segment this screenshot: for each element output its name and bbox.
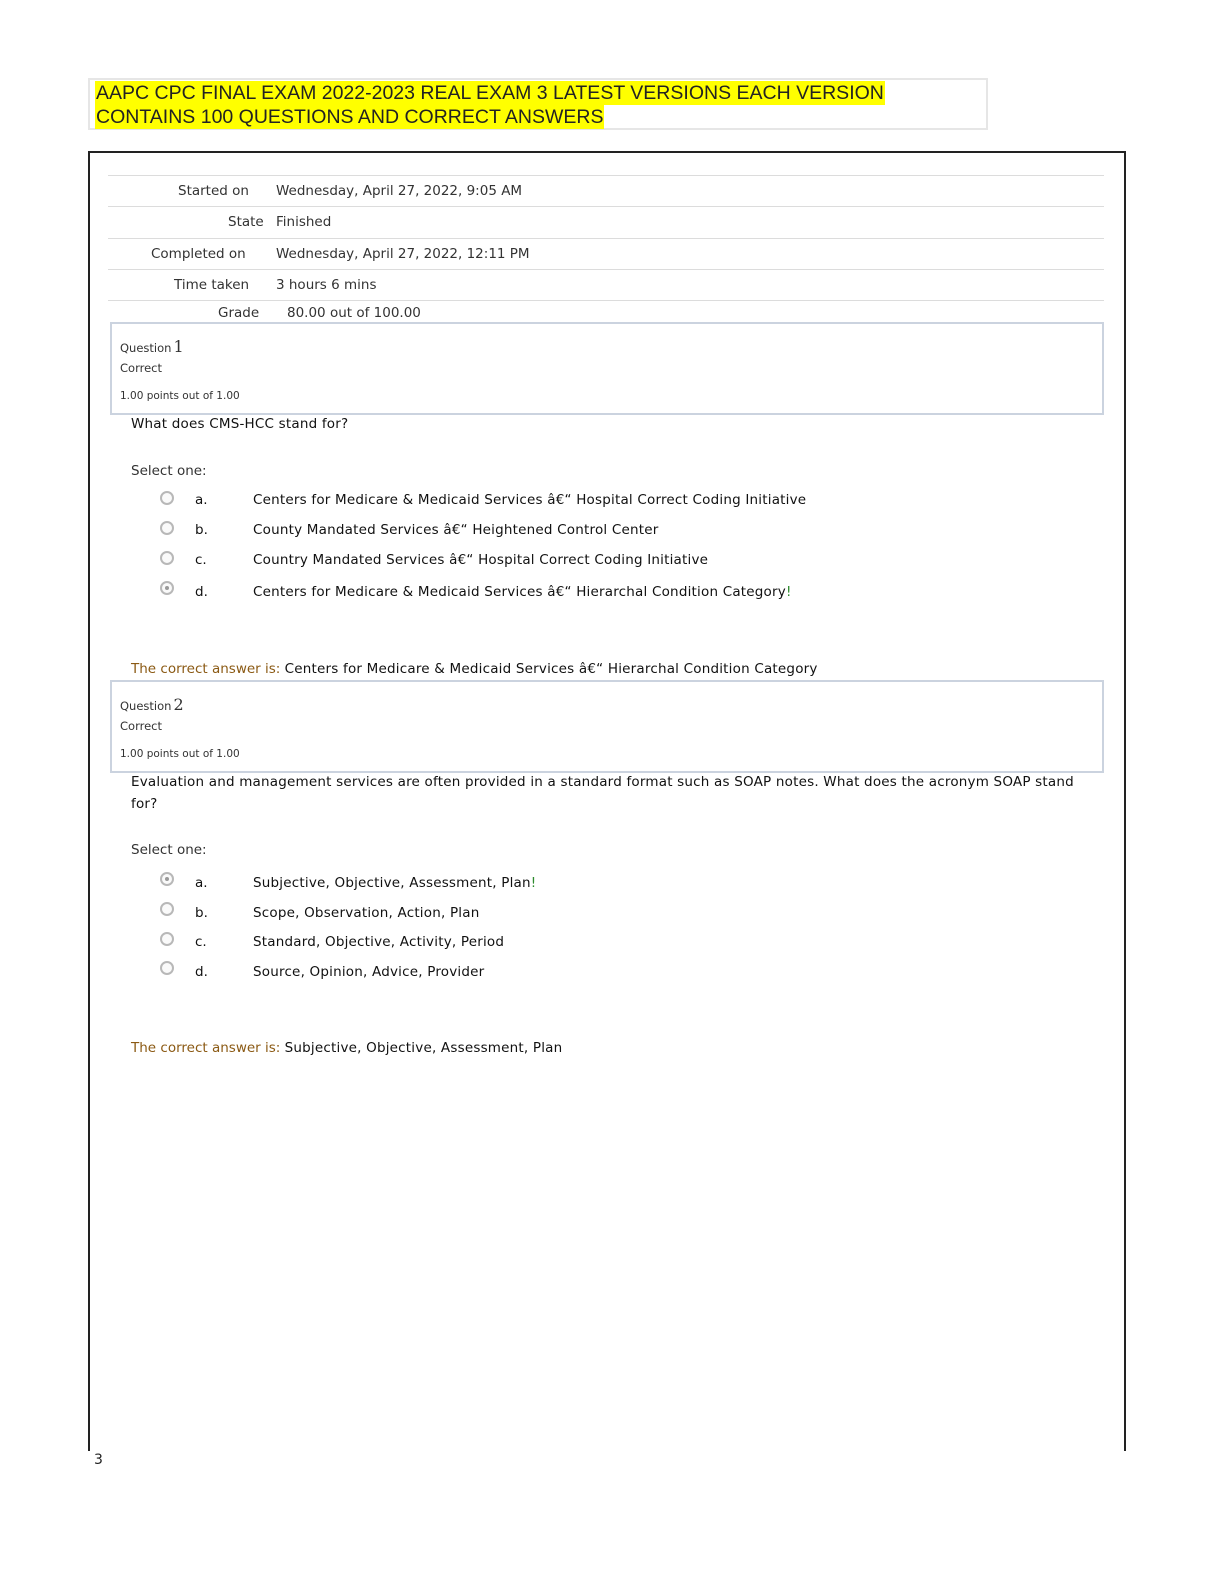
summary-label: Started on (178, 183, 249, 199)
select-one-prompt: Select one: (131, 463, 207, 479)
radio-button-checked[interactable] (160, 581, 174, 595)
option-text: County Mandated Services â€“ Heightened Control Center (253, 522, 659, 538)
option-text: Centers for Medicare & Medicaid Services â€“ Hierarchal Condition Category! (253, 584, 792, 600)
question-state: Correct (120, 361, 162, 375)
question-text: Evaluation and management services are often provided in a standard format such as SOAP notes. What does the acronym SOAP stand for? (131, 774, 1074, 812)
option-letter: c. (195, 552, 207, 568)
option-letter: a. (195, 875, 208, 891)
summary-row-started (108, 175, 1104, 206)
summary-row-state (108, 206, 1104, 237)
option-letter: d. (195, 584, 208, 600)
correct-answer-prefix: The correct answer is: (131, 1040, 281, 1056)
summary-label: Time taken (174, 277, 250, 293)
option-text: Scope, Observation, Action, Plan (253, 905, 480, 921)
summary-row-grade (108, 300, 1104, 322)
radio-button[interactable] (160, 932, 174, 946)
question-label: Question 2 (120, 695, 184, 714)
select-one-prompt: Select one: (131, 842, 207, 858)
correct-answer-text: Centers for Medicare & Medicaid Services â€“ Hierarchal Condition Category (284, 661, 818, 677)
option-text: Country Mandated Services â€“ Hospital Correct Coding Initiative (253, 552, 709, 568)
option-text: Standard, Objective, Activity, Period (253, 934, 505, 950)
question-info-box (110, 680, 1104, 773)
option-letter: c. (195, 934, 207, 950)
correct-mark: ! (530, 875, 537, 891)
option-letter: a. (195, 492, 208, 508)
summary-value: 3 hours 6 mins (276, 277, 377, 293)
document-title-box (88, 78, 988, 130)
document-title-line-2: CONTAINS 100 QUESTIONS AND CORRECT ANSWERS (96, 106, 604, 128)
option-letter: d. (195, 964, 208, 980)
correct-answer-text: Subjective, Objective, Assessment, Plan (284, 1040, 563, 1056)
question-label: Question 1 (120, 337, 184, 356)
correct-answer-prefix: The correct answer is: (131, 661, 281, 677)
option-letter: b. (195, 522, 208, 538)
page-number: 3 (94, 1452, 103, 1468)
option-text: Centers for Medicare & Medicaid Services â€“ Hospital Correct Coding Initiative (253, 492, 807, 508)
correct-mark: ! (785, 584, 792, 600)
radio-button[interactable] (160, 551, 174, 565)
question-info-box (110, 322, 1104, 415)
document-title-line-1: AAPC CPC FINAL EXAM 2022-2023 REAL EXAM 3 LATEST VERSIONS EACH VERSION (96, 82, 884, 104)
question-text: What does CMS-HCC stand for? (131, 416, 349, 432)
question-points: 1.00 points out of 1.00 (120, 748, 240, 760)
question-number: 2 (173, 695, 184, 714)
radio-button-checked[interactable] (160, 872, 174, 886)
summary-value: Finished (276, 214, 332, 230)
question-number: 1 (173, 337, 184, 356)
summary-value: Wednesday, April 27, 2022, 12:11 PM (276, 246, 530, 262)
summary-value: 80.00 out of 100.00 (287, 305, 421, 321)
summary-value: Wednesday, April 27, 2022, 9:05 AM (276, 183, 523, 199)
summary-label: State (228, 214, 264, 230)
radio-button[interactable] (160, 521, 174, 535)
question-state: Correct (120, 719, 162, 733)
correct-answer-line (131, 661, 818, 677)
radio-button[interactable] (160, 491, 174, 505)
summary-label: Completed on (151, 246, 246, 262)
option-text: Source, Opinion, Advice, Provider (253, 964, 485, 980)
summary-label: Grade (218, 305, 260, 321)
radio-button[interactable] (160, 961, 174, 975)
radio-button[interactable] (160, 902, 174, 916)
summary-row-time-taken (108, 269, 1104, 300)
correct-answer-line (131, 1040, 562, 1056)
summary-row-completed (108, 238, 1104, 269)
option-letter: b. (195, 905, 208, 921)
option-text: Subjective, Objective, Assessment, Plan! (253, 875, 537, 891)
question-points: 1.00 points out of 1.00 (120, 390, 240, 402)
